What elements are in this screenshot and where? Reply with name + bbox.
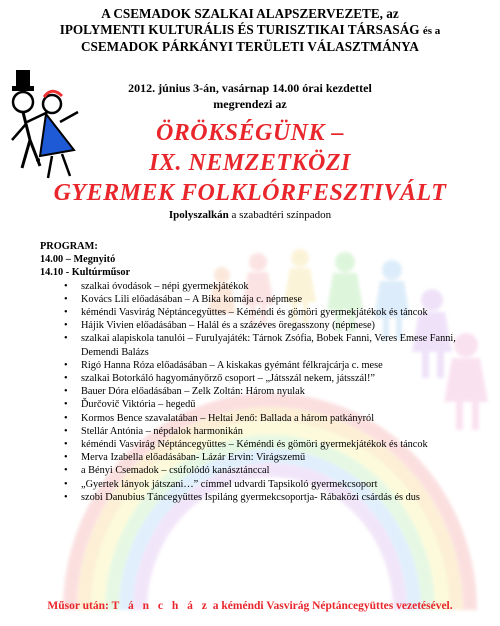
program-item: • a Bényi Csemadok – csúfolódó kanásztánccal — [64, 464, 480, 477]
program-item: • „Gyertek lányok játszani…” címmel udvardi Tapsikoló gyermekcsoport — [64, 478, 480, 491]
organizer-line-2 — [0, 22, 500, 39]
venue-rest: a szabadtéri színpadon — [228, 209, 332, 221]
program-item: • szalkai Botorkáló hagyományőrző csoport – „Játsszál nekem, játsszál!” — [64, 372, 480, 385]
program-opening: 14.00 – Megnyitó — [40, 254, 116, 266]
program-item: • Kovács Lili előadásában – A Bika komája c. népmese — [64, 293, 480, 306]
event-date-line-2: megrendezi az — [213, 97, 287, 111]
event-date-line-1: 2012. június 3-án, vasárnap 14.00 órai kezdettel — [128, 81, 372, 95]
organizer-line-3: CSEMADOK PÁRKÁNYI TERÜLETI VÁLASZTMÁNYA — [81, 39, 419, 54]
organizer-line-2-amp: és a — [422, 25, 441, 37]
program-section — [40, 240, 480, 504]
program-list — [40, 280, 480, 504]
festival-title-line-2: IX. NEMZETKÖZI — [149, 150, 351, 176]
program-label: PROGRAM: — [40, 241, 98, 252]
organizers-header — [0, 6, 500, 55]
event-date — [80, 80, 420, 112]
program-item: • Stellár Antónia – népdalok harmonikán — [64, 425, 480, 438]
footer-tanchaz: T á n c h á z — [111, 600, 210, 612]
program-item: • szalkai alapiskola tanulói – Furulyajáték: Tárnok Zsófia, Bobek Fanni, Veres Emese Fanni, Demendi Balázs — [64, 332, 480, 358]
footer-note — [0, 600, 500, 612]
program-item: • Bauer Dóra előadásában – Zelk Zoltán: Három nyulak — [64, 385, 480, 398]
program-item: • szalkai óvodások – népi gyermekjátékok — [64, 280, 480, 293]
venue-line — [0, 208, 500, 222]
footer-prefix: Műsor után: — [47, 600, 112, 612]
organizer-line-2-main: IPOLYMENTI KULTURÁLIS ÉS TURISZTIKAI TÁRSASÁG — [59, 22, 420, 37]
festival-title — [0, 118, 500, 208]
program-item: • Hájik Vivien előadásában – Halál és a százéves öregasszony (népmese) — [64, 319, 480, 332]
program-item: • kéméndi Vasvirág Néptáncegyüttes – Kéméndi és gömöri gyermekjátékok és táncok — [64, 306, 480, 319]
program-item: • Kormos Bence szavalatában – Heltai Jenő: Ballada a három patkányról — [64, 412, 480, 425]
festival-title-line-1: ÖRÖKSÉGÜNK – — [155, 120, 345, 146]
organizer-line-1: A CSEMADOK SZALKAI ALAPSZERVEZETE, az — [101, 6, 399, 21]
program-item: • kéméndi Vasvirág Néptáncegyüttes – Kéméndi és gömöri gyermekjátékok és táncok — [64, 438, 480, 451]
program-item: • Ďurčovič Viktória – hegedű — [64, 398, 480, 411]
program-item: • szobi Danubius Táncegyüttes Ispiláng gyermekcsoportja- Rábaközi csárdás és dus — [64, 491, 480, 504]
program-item: • Merva Izabella előadásában- Lázár Ervin: Virágszemű — [64, 451, 480, 464]
program-item: • Rigó Hanna Róza előadásában – A kiskakas gyémánt félkrajcárja c. mese — [64, 359, 480, 372]
festival-title-line-3: GYERMEK FOLKLÓRFESZTIVÁLT — [53, 180, 447, 206]
venue-place: Ipolyszalkán — [168, 209, 229, 221]
footer-suffix: a kéméndi Vasvirág Néptáncegyüttes vezetésével. — [209, 600, 453, 612]
program-cultural: 14.10 - Kultúrműsor — [40, 267, 131, 279]
